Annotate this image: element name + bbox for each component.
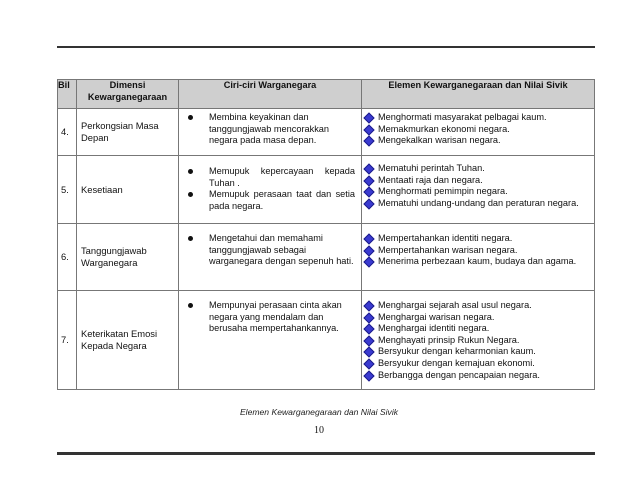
list-item (362, 323, 594, 335)
elemen-cell (362, 224, 595, 291)
elemen-text: Menghormati pemimpin negara. (378, 186, 508, 197)
list-item (362, 358, 594, 370)
diamond-bullet-icon (363, 358, 374, 369)
table-header-row (58, 80, 595, 109)
table-row (58, 156, 595, 224)
ciri-text: Mengetahui dan memahami tanggungjawab sebagai warganegara dengan sepenuh hati. (209, 233, 354, 267)
table-row (58, 109, 595, 156)
list-item (362, 233, 594, 245)
elemen-text: Menghayati prinsip Rukun Negara. (378, 334, 520, 345)
ciri-cell (179, 291, 362, 390)
row-number: 5. (58, 156, 77, 224)
ciri-cell (179, 156, 362, 224)
row-number: 4. (58, 109, 77, 156)
top-rule (57, 46, 595, 48)
dimension-cell: Keterikatan Emosi Kepada Negara (77, 291, 179, 390)
diamond-bullet-icon (363, 312, 374, 323)
ciri-text: Mempunyai perasaan cinta akan negara yang mendalam dan berusaha mempertahankannya. (209, 300, 342, 334)
list-item (362, 198, 594, 210)
elemen-text: Menghormati masyarakat pelbagai kaum. (378, 112, 547, 122)
diamond-bullet-icon (363, 300, 374, 311)
elemen-text: Menghargai sejarah asal usul negara. (378, 300, 532, 310)
list-item (362, 175, 594, 187)
dimension-cell: Kesetiaan (77, 156, 179, 224)
list-item (362, 112, 594, 124)
table-row (58, 224, 595, 291)
dimension-cell: Tanggungjawab Warganegara (77, 224, 179, 291)
page-number: 10 (314, 425, 324, 436)
elemen-text: Mempertahankan identiti negara. (378, 233, 513, 243)
diamond-bullet-icon (363, 198, 374, 209)
diamond-bullet-icon (363, 370, 374, 381)
round-bullet-icon (188, 303, 193, 308)
list-item (179, 166, 361, 189)
list-item (362, 346, 594, 358)
list-item (179, 112, 361, 147)
ciri-cell (179, 224, 362, 291)
ciri-text: Membina keyakinan dan tanggungjawab mencorakkan negara pada masa depan. (209, 112, 330, 146)
list-item (362, 163, 594, 175)
list-item (179, 300, 361, 335)
elemen-text: Mentaati raja dan negara. (378, 174, 483, 185)
elemen-text: Menghargai warisan negara. (378, 311, 495, 322)
elemen-cell (362, 156, 595, 224)
elemen-text: Berbangga dengan pencapaian negara. (378, 369, 540, 380)
diamond-bullet-icon (363, 324, 374, 335)
elemen-cell (362, 109, 595, 156)
diamond-bullet-icon (363, 233, 374, 244)
diamond-bullet-icon (363, 112, 374, 123)
elemen-cell (362, 291, 595, 390)
diamond-bullet-icon (363, 163, 374, 174)
elemen-text: Mematuhi perintah Tuhan. (378, 163, 485, 173)
elemen-text: Menghargai identiti negara. (378, 323, 490, 334)
table-caption: Elemen Kewarganegaraan dan Nilai Sivik (239, 407, 399, 417)
row-number: 7. (58, 291, 77, 390)
ciri-cell (179, 109, 362, 156)
elemen-text: Bersyukur dengan kemajuan ekonomi. (378, 357, 535, 368)
diamond-bullet-icon (363, 175, 374, 186)
ciri-text: Memupuk kepercayaan kepada Tuhan . (209, 166, 355, 188)
round-bullet-icon (188, 192, 193, 197)
round-bullet-icon (188, 236, 193, 241)
list-item (362, 312, 594, 324)
list-item (362, 186, 594, 198)
civics-table (57, 79, 595, 390)
diamond-bullet-icon (363, 136, 374, 147)
list-item (179, 233, 361, 268)
diamond-bullet-icon (363, 187, 374, 198)
list-item (362, 300, 594, 312)
diamond-bullet-icon (363, 124, 374, 135)
list-item (362, 370, 594, 382)
header-dimensi: Dimensi Kewarganegaraan (77, 80, 179, 109)
row-number: 6. (58, 224, 77, 291)
list-item (362, 335, 594, 347)
elemen-text: Mematuhi undang-undang dan peraturan negara. (378, 197, 579, 208)
elemen-text: Mempertahankan warisan negara. (378, 244, 518, 255)
ciri-text: Memupuk perasaan taat dan setia pada negara. (209, 189, 355, 211)
header-bil: Bil (58, 80, 77, 109)
diamond-bullet-icon (363, 335, 374, 346)
diamond-bullet-icon (363, 257, 374, 268)
table-row (58, 291, 595, 390)
header-elemen: Elemen Kewarganegaraan dan Nilai Sivik (362, 80, 595, 109)
bottom-rule (57, 452, 595, 455)
elemen-text: Mengekalkan warisan negara. (378, 135, 501, 146)
round-bullet-icon (188, 115, 193, 120)
round-bullet-icon (188, 169, 193, 174)
header-ciri: Ciri-ciri Warganegara (179, 80, 362, 109)
diamond-bullet-icon (363, 347, 374, 358)
list-item (362, 245, 594, 257)
elemen-text: Bersyukur dengan keharmonian kaum. (378, 346, 536, 357)
list-item (362, 256, 594, 268)
list-item (362, 124, 594, 136)
elemen-text: Memakmurkan ekonomi negara. (378, 123, 510, 134)
list-item (179, 189, 361, 212)
list-item (362, 135, 594, 147)
elemen-text: Menerima perbezaan kaum, budaya dan agama. (378, 256, 577, 267)
dimension-cell: Perkongsian Masa Depan (77, 109, 179, 156)
diamond-bullet-icon (363, 245, 374, 256)
